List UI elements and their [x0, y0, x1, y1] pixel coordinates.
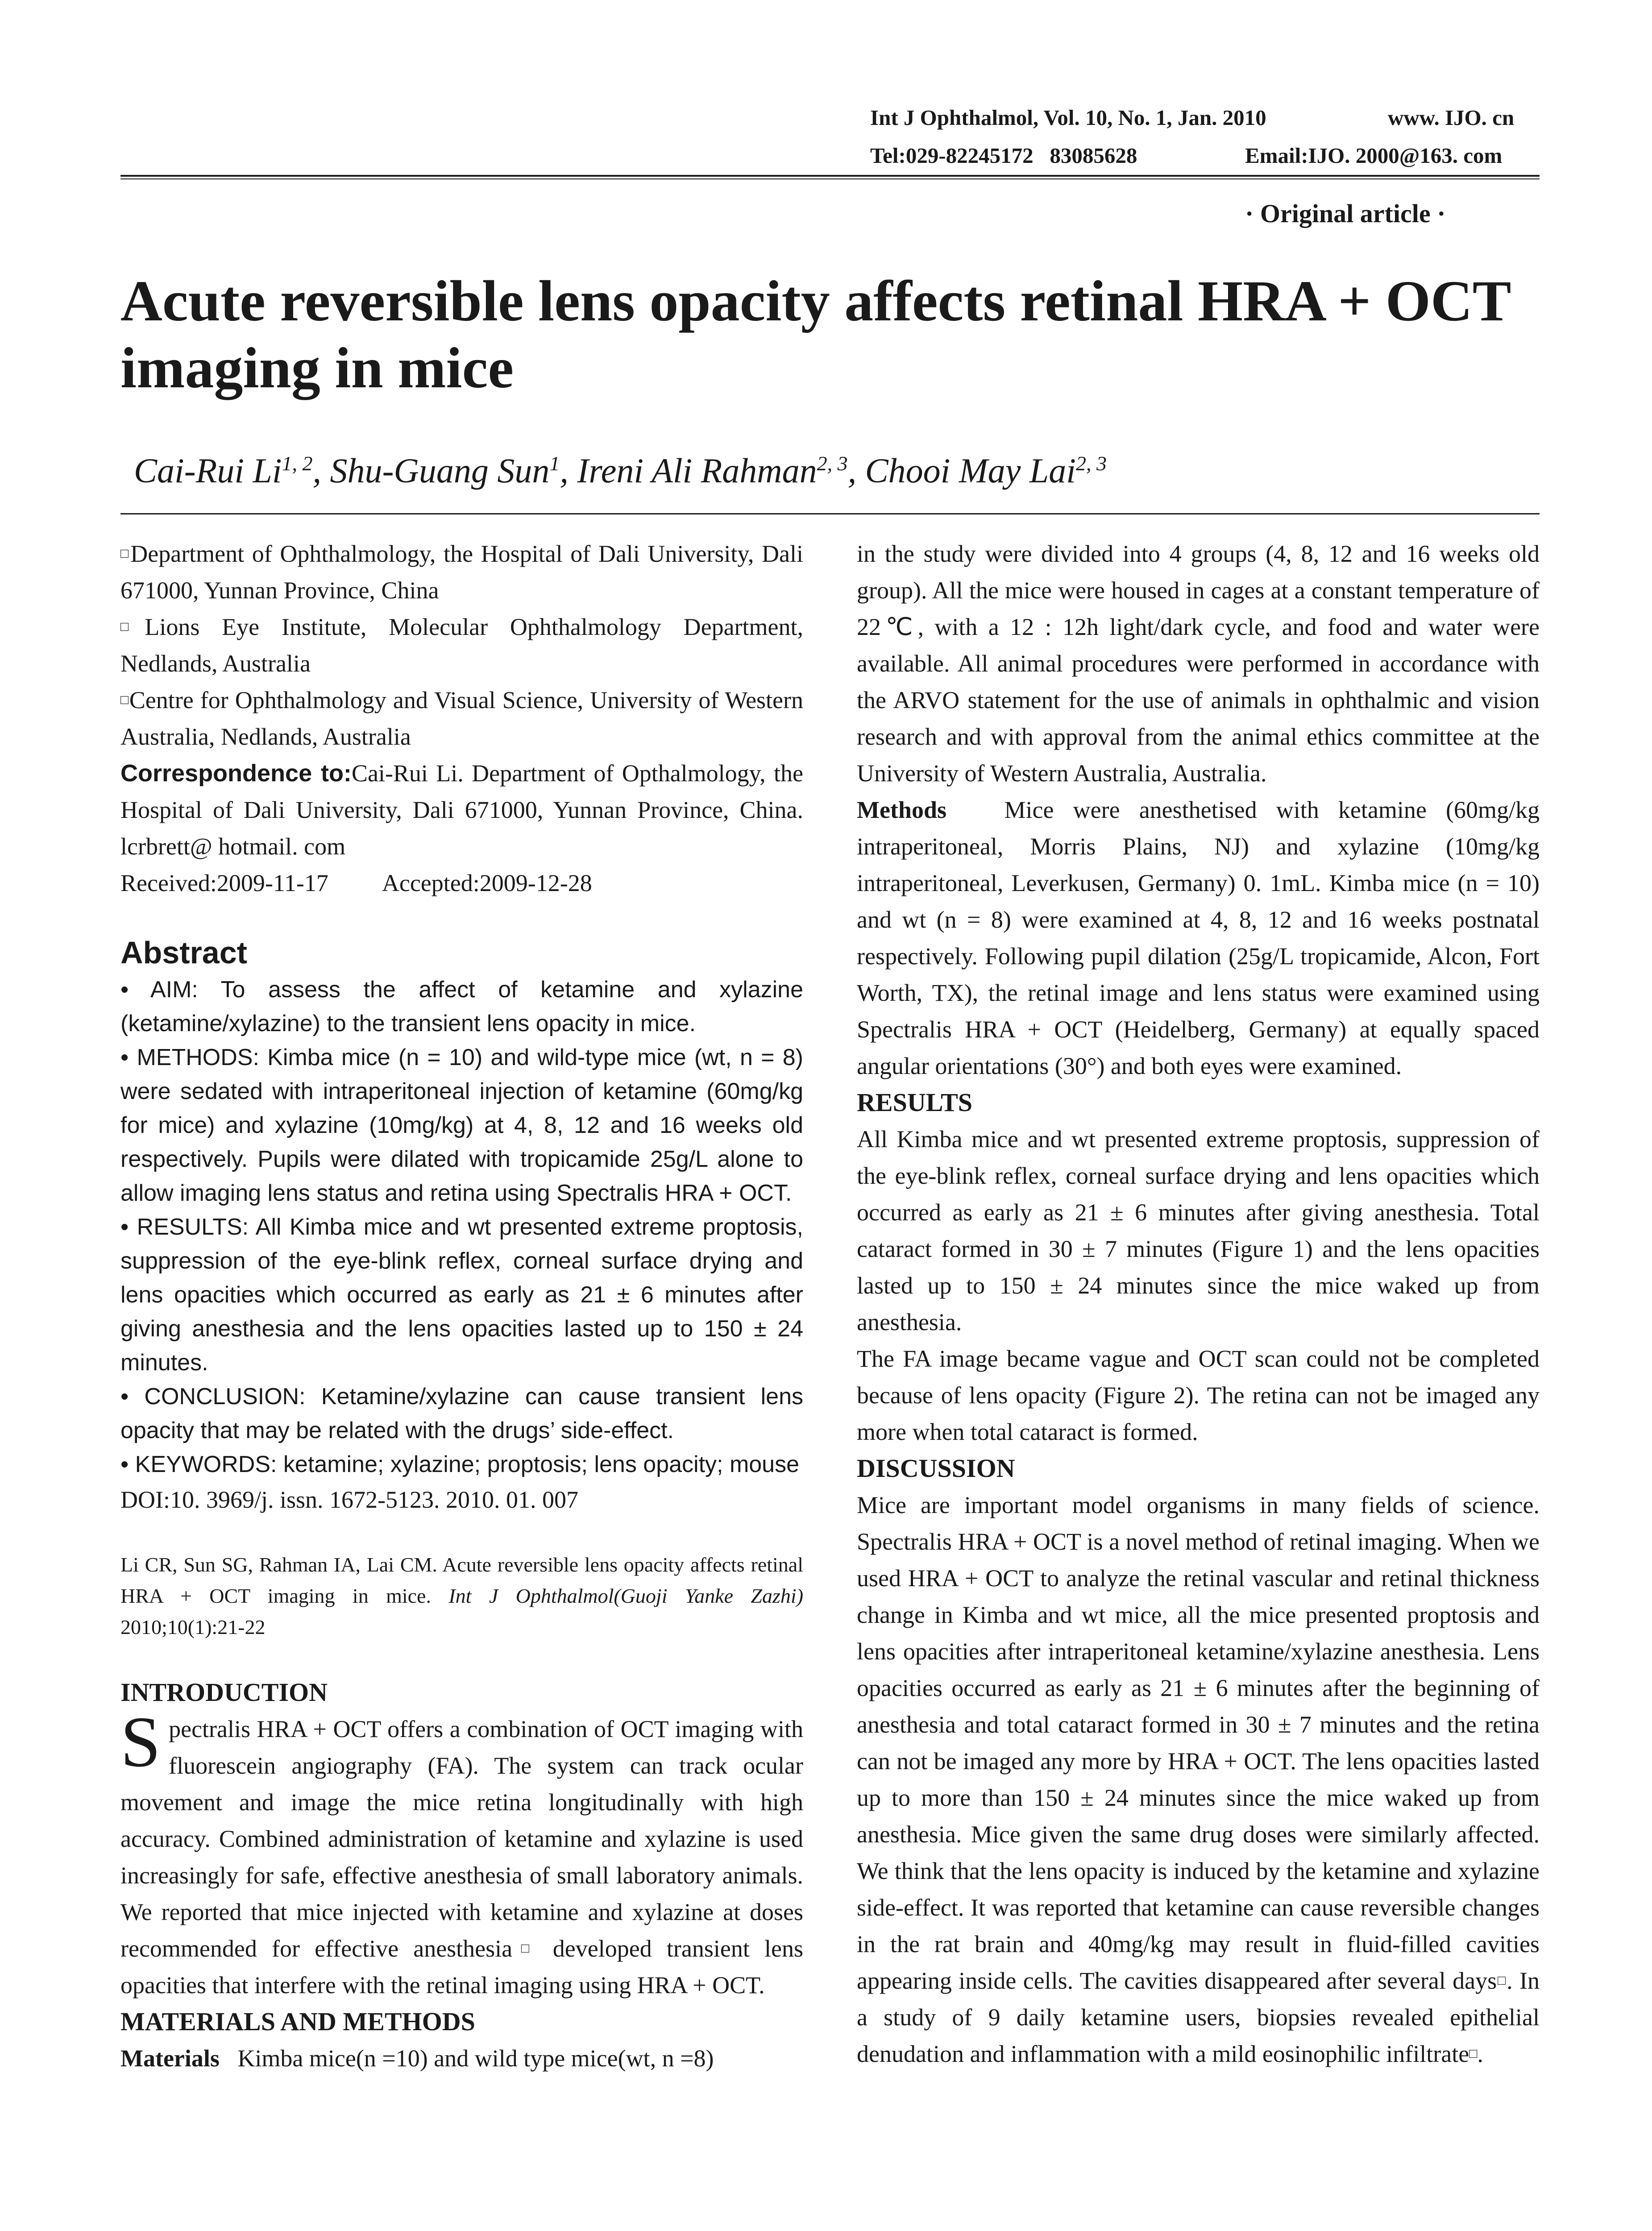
abstract-methods: • METHODS: Kimba mice (n = 10) and wild-type mice (wt, n = 8) were sedated with intraperitoneal injection of ketamine (60mg/kg for mice) and xylazine (10mg/kg) at 4, 8, 12 and 16 weeks old respectively. Pupils were dilated with tropicamide 25g/L alone to allow imaging lens status and retina using Spectralis HRA + OCT. [120, 1045, 803, 1206]
abstract-aim: • AIM: To assess the affect of ketamine and xylazine (ketamine/xylazine) to the transient lens opacity in mice. [120, 977, 803, 1037]
results-heading: RESULTS [857, 1088, 973, 1117]
methods-text: Methods Mice were anesthetised with ketamine (60mg/kg intraperitoneal, Morris Plains, NJ) and xylazine (10mg/kg intraperitoneal, Leverkusen, Germany) 0. 1mL. Kimba mice (n = 10) and wt (n = 8) were examined at 4, 8, 12 and 16 weeks postnatal respectively. Following pupil dilation (25g/L tropicamide, Alcon, Fort Worth, TX), the retinal image and lens status were examined using Spectralis HRA + OCT (Heidelberg, Germany) at equally spaced angular orientations (30°) and both eyes were examined. [857, 796, 1540, 1079]
header-rule-thin [120, 178, 1540, 179]
affiliation-3: □Centre for Ophthalmology and Visual Science, University of Western Australia, Nedlands, Australia [120, 687, 804, 750]
results-paragraph-2: The FA image became vague and OCT scan could not be completed because of lens opacity (Figure 2). The retina can not be imaged any more when total cataract is formed. [857, 1345, 1540, 1445]
journal-info: Int J Ophthalmol, Vol. 10, No. 1, Jan. 2010 [870, 105, 1266, 130]
methods-subheading: Methods [857, 796, 946, 823]
materials-subheading: Materials [120, 2045, 220, 2072]
author-affil: 2, 3 [1075, 452, 1107, 475]
doi: DOI:10. 3969/j. issn. 1672-5123. 2010. 01. 007 [120, 1486, 578, 1513]
right-column [857, 535, 1540, 2072]
affiliation-2: □Lions Eye Institute, Molecular Ophthalmology Department, Nedlands, Australia [120, 614, 803, 677]
article-title: Acute reversible lens opacity affects retinal HRA + OCT imaging in mice [120, 269, 1511, 400]
abstract-conclusion: • CONCLUSION: Ketamine/xylazine can cause transient lens opacity that may be related with the drugs’ side-effect. [120, 1384, 803, 1443]
citation [120, 1549, 803, 1643]
reference-mark: □ [512, 1941, 538, 1956]
introduction-text: Spectralis HRA + OCT offers a combination of OCT imaging with fluorescein angiography (FA). The system can track ocular movement and image the mice retina longitudinally with high accuracy. Combined administration of ketamine and xylazine is used increasingly for safe, effective anesthesia of small laboratory animals. We reported that mice injected with ketamine and xylazine at doses recommended for effective anesthesia□ developed transient lens opacities that interfere with the retinal imaging using HRA + OCT. [120, 1702, 803, 1999]
author-name: Shu-Guang Sun [330, 451, 550, 490]
author-affil: 1, 2 [282, 452, 313, 475]
journal-phone: Tel:029-82245172 83085628 [870, 143, 1137, 168]
materials-text-start: Materials Kimba mice(n =10) and wild type mice(wt, n =8) [120, 2045, 714, 2072]
materials-methods-heading: MATERIALS AND METHODS [120, 2007, 475, 2036]
affil-mark: □ [120, 693, 129, 707]
dates [120, 865, 803, 901]
discussion-heading: DISCUSSION [857, 1454, 1015, 1483]
abstract-keywords: • KEYWORDS: ketamine; xylazine; proptosis; lens opacity; mouse [120, 1451, 800, 1477]
author-name: Ireni Ali Rahman [577, 451, 817, 490]
abstract-results: • RESULTS: All Kimba mice and wt presented extreme proptosis, suppression of the eye-blink reflex, corneal surface drying and lens opacities which occurred as early as 21 ± 6 minutes after giving anesthesia and the lens opacities lasted up to 150 ± 24 minutes. [120, 1214, 803, 1376]
discussion-text: Mice are important model organisms in many fields of science. Spectralis HRA + OCT is a novel method of retinal imaging. When we used HRA + OCT to analyze the retinal vascular and retinal thickness change in Kimba and wt mice, all the mice presented proptosis and lens opacities after intraperitoneal ketamine/xylazine anesthesia. Lens opacities occurred as early as 21 ± 6 minutes after the beginning of anesthesia and total cataract formed in 30 ± 7 minutes and the retina can not be imaged any more by HRA + OCT. The lens opacities lasted up to more than 150 ± 24 minutes since the mice waked up from anesthesia. Mice given the same drug doses were similarly affected. We think that the lens opacity is induced by the ketamine and xylazine side-effect. It was reported that ketamine can cause reversible changes in the rat brain and 40mg/kg may result in fluid-filled cavities appearing inside cells. The cavities disappeared after several days□. In a study of 9 daily ketamine users, biopsies revealed epithelial denudation and inflammation with a mild eosinophilic infiltrate□. [857, 1492, 1540, 2067]
affil-mark: □ [120, 546, 131, 561]
accepted-date: Accepted:2009-12-28 [382, 870, 592, 896]
results-paragraph-1: All Kimba mice and wt presented extreme proptosis, suppression of the eye-blink reflex, corneal surface drying and lens opacities which occurred as early as 21 ± 6 minutes after giving anesthesia. Total cataract formed in 30 ± 7 minutes (Figure 1) and the lens opacities lasted up to 150 ± 24 minutes since the mice waked up from anesthesia. [857, 1126, 1540, 1335]
citation-journal: Int J Ophthalmol(Guoji Yanke Zazhi) [448, 1584, 804, 1607]
dropcap: S [120, 1702, 161, 1782]
citation-text: Li CR, Sun SG, Rahman IA, Lai CM. Acute reversible lens opacity affects retinal HRA + OCT imaging in mice. [120, 1553, 803, 1607]
journal-email: Email:IJO. 2000@163. com [1245, 143, 1503, 168]
author-name: Cai-Rui Li [134, 451, 282, 490]
author-separator [120, 513, 1540, 514]
left-column [120, 535, 803, 2077]
affil-mark: □ [120, 619, 145, 634]
correspondence [120, 755, 803, 865]
author-affil: 1 [549, 452, 560, 475]
introduction-heading: INTRODUCTION [120, 1678, 328, 1707]
affiliation-1: □Department of Ophthalmology, the Hospital of Dali University, Dali 671000, Yunnan Province, China [120, 540, 803, 604]
author-affil: 2, 3 [817, 452, 848, 475]
author-name: Chooi May Lai [865, 451, 1076, 490]
citation-tail: 2010;10(1):21-22 [120, 1616, 266, 1638]
author-list: Cai-Rui Li$^{1, 2}$, Shu-Guang Sun$^1$, Ireni Ali Rahman$^{2, 3}$, Chooi May Lai$^{2, 3}$ [134, 451, 1107, 490]
materials-text-continued: in the study were divided into 4 groups (4, 8, 12 and 16 weeks old group). All the mice were housed in cages at a constant temperature of 22℃, with a 12 : 12h light/dark cycle, and food and water were available. All animal procedures were performed in accordance with the ARVO statement for the use of animals in ophthalmic and vision research and with approval from the animal ethics committee at the University of Western Australia, Australia. [857, 540, 1540, 787]
header-rule [120, 175, 1540, 177]
journal-website: www. IJO. cn [1388, 105, 1515, 130]
reference-mark: □ [1469, 2046, 1478, 2061]
article-type: · Original article · [1245, 199, 1446, 228]
received-date: Received:2009-11-17 [120, 870, 328, 896]
reference-mark: □ [1497, 1973, 1507, 1988]
abstract-heading: Abstract [120, 935, 247, 970]
correspondence-label: Correspondence to: [120, 760, 352, 787]
correspondence-text: Cai-Rui Li. Department of Opthalmology, the Hospital of Dali University, Dali 671000, Yunnan Province, China. lcrbrett@ hotmail. com [120, 760, 803, 860]
